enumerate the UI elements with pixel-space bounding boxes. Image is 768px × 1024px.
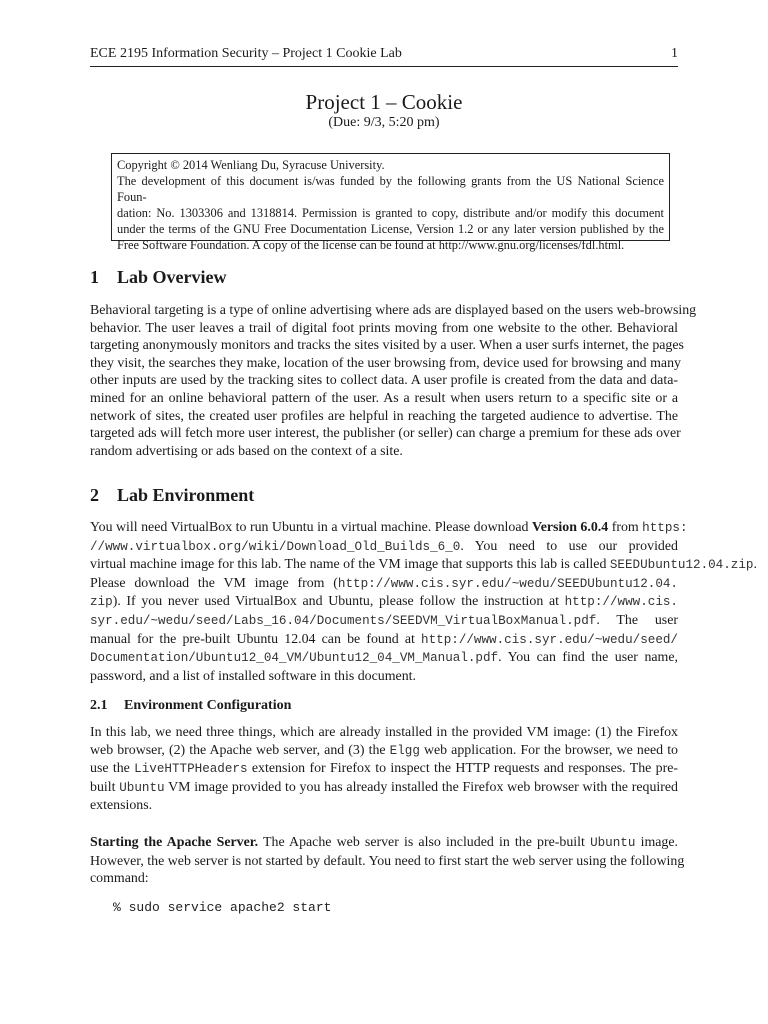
text-run: manual for the pre-built Ubuntu 12.04 can be found at [90, 631, 422, 647]
paragraph-line: other inputs are used by the tracking sites to collect data. A user profile is created from the data and data- [90, 373, 678, 389]
version-text: Version 6.0.4 [531, 520, 609, 535]
text-run: from [608, 520, 643, 535]
subsection-heading-environment-configuration [90, 697, 291, 715]
runin-heading: Starting the Apache Server. [90, 835, 259, 850]
command-code-block: % sudo service apache2 start [113, 900, 332, 915]
text-run: VM image provided to you has already installed the Firefox web browser with the required [164, 779, 678, 795]
url-link[interactable]: zip [90, 595, 113, 610]
paragraph-line: network of sites, the created user profiles are helpful in reaching the targeted audience to advertise. The [90, 408, 678, 424]
running-title: ECE 2195 Information Security – Project 1 Cookie Lab [90, 46, 402, 61]
paragraph-line [90, 649, 678, 668]
text-run: built [90, 779, 120, 795]
text-run: virtual machine image for this lab. The name of the VM image that supports this lab is called [90, 557, 610, 573]
url-link[interactable]: http://www.cis.syr.edu/~wedu/SEEDUbuntu12.04. [337, 576, 678, 591]
text-run: image. [635, 835, 678, 850]
url-link[interactable]: https: [642, 521, 688, 535]
text-run: The Apache web server is also included in the pre-built [258, 835, 591, 850]
paragraph-line [90, 834, 678, 853]
paragraph-line: However, the web server is not started by default. You need to first start the web server using the following [90, 853, 685, 869]
url-link[interactable]: http://www.cis.syr.edu/~wedu/seed/ [421, 632, 678, 647]
subsection-number: 2.1 [90, 698, 108, 713]
filename-text: SEEDUbuntu12.04.zip [609, 558, 754, 573]
copyright-line: under the terms of the GNU Free Documentation License, Version 1.2 or any later version published by the [117, 222, 664, 236]
section-number: 1 [90, 267, 99, 287]
section-number: 2 [90, 485, 99, 505]
url-link[interactable]: http://www.cis. [564, 595, 678, 610]
text-run: web browser, (2) the Apache web server, and (3) the [90, 742, 390, 758]
text-run: use the [90, 761, 135, 777]
text-run: . You need to use our provided [460, 538, 678, 554]
paragraph-line [90, 519, 688, 538]
paragraph-line [90, 575, 678, 594]
text-run: web application. For the browser, we need to [419, 742, 678, 758]
subsection-title: Environment Configuration [124, 698, 292, 713]
text-run: . [753, 557, 757, 573]
running-header [90, 45, 678, 63]
code-term: Elgg [389, 743, 420, 758]
paragraph-line: command: [90, 871, 149, 887]
paragraph-line: In this lab, we need three things, which are already installed in the provided VM image: (1) the Firefox [90, 725, 678, 740]
text-run: . You can find the user name, [498, 650, 678, 666]
paragraph-line: password, and a list of installed software in this document. [90, 668, 416, 684]
paragraph-line: targeted ads will fetch more user interest, the publisher (or seller) can charge a premium for these ads over [90, 426, 681, 442]
due-date: (Due: 9/3, 5:20 pm) [328, 115, 440, 130]
paragraph-line: behavior. The user leaves a trail of digital foot prints moving from one website to the other. Behavioral [90, 320, 678, 336]
paragraph-line: Behavioral targeting is a type of online advertising where ads are displayed based on the users web-browsing [90, 303, 697, 318]
text-run: . The user [596, 612, 678, 628]
section-title: Lab Environment [117, 485, 255, 505]
copyright-box [111, 153, 670, 252]
url-link[interactable]: Documentation/Ubuntu12_04_VM/Ubuntu12_04_VM_Manual.pdf [90, 651, 499, 666]
text-run: extension for Firefox to inspect the HTTP requests and responses. The pre- [247, 761, 679, 777]
paragraph-line [90, 742, 678, 761]
paragraph-line: mined for an online behavioral pattern of the user. As a result when users return to a specific site or a [90, 390, 678, 406]
text-run: ). If you never used VirtualBox and Ubuntu, please follow the instruction at [112, 594, 565, 610]
environment-paragraph [90, 519, 757, 685]
copyright-line: dation: No. 1303306 and 1318814. Permission is granted to copy, distribute and/or modify this document [117, 206, 664, 220]
paragraph-line [90, 631, 678, 650]
overview-paragraph [90, 302, 697, 460]
copyright-line: The development of this document is/was funded by the following grants from the US National Science Foun- [117, 174, 664, 204]
header-rule [90, 66, 678, 67]
paragraph-line: targeting anonymously monitors and tracks the sites visited by a user. When a user surfs internet, the pages [90, 338, 684, 354]
code-term: LiveHTTPHeaders [134, 762, 248, 777]
url-link[interactable]: syr.edu/~wedu/seed/Labs_16.04/Documents/SEEDVM_VirtualBoxManual.pdf [90, 613, 597, 628]
text-run: You will need VirtualBox to run Ubuntu in a virtual machine. Please download [90, 520, 532, 535]
paragraph-line [90, 612, 678, 631]
url-link[interactable]: //www.virtualbox.org/wiki/Download_Old_Builds_6_0 [90, 539, 461, 554]
code-term: Ubuntu [119, 780, 165, 795]
apache-paragraph [90, 834, 685, 888]
section-heading-lab-environment [90, 484, 254, 506]
configuration-paragraph [90, 724, 678, 815]
paragraph-line [90, 779, 678, 798]
text-run: Please download the VM image from ( [90, 575, 338, 591]
document-title: Project 1 – Cookie [305, 90, 463, 114]
paragraph-line: they visit, the searches they make, location of the user browsing from, device used for browsing and many [90, 355, 681, 371]
copyright-line: Free Software Foundation. A copy of the license can be found at http://www.gnu.org/licenses/fdl.html. [117, 238, 625, 252]
section-title: Lab Overview [117, 267, 227, 287]
paragraph-line: extensions. [90, 798, 153, 814]
paragraph-line [90, 760, 678, 779]
page-number: 1 [671, 46, 678, 61]
code-term: Ubuntu [590, 836, 636, 850]
section-heading-lab-overview [90, 266, 227, 288]
paragraph-line [90, 556, 757, 575]
paragraph-line [90, 538, 678, 557]
paragraph-line: random advertising or ads based on the context of a site. [90, 443, 403, 459]
copyright-line: Copyright © 2014 Wenliang Du, Syracuse University. [117, 158, 385, 172]
paragraph-line [90, 593, 678, 612]
